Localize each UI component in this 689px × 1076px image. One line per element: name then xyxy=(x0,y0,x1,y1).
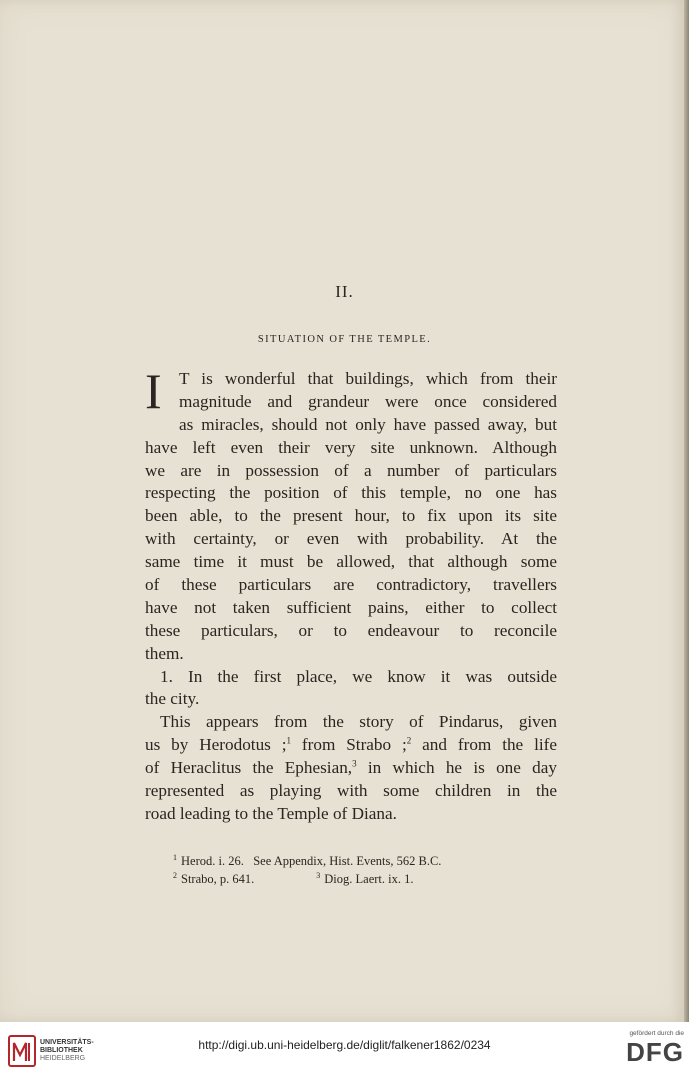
text-line: road leading to the Temple of Diana. xyxy=(145,803,397,823)
text-segment: from Strabo ; xyxy=(291,735,407,755)
text-line xyxy=(145,757,557,780)
footnote-2-3 xyxy=(173,870,553,888)
paragraph-3 xyxy=(145,711,557,825)
text-segment: us by Herodotus ; xyxy=(145,735,287,755)
paragraph-1 xyxy=(145,363,557,666)
text-segment: and from the life xyxy=(411,735,557,755)
text-line: respecting the position of this temple, no one has xyxy=(145,483,557,503)
text-line: magnitude and grandeur were once considered xyxy=(179,391,557,411)
text-line: with certainty, or even with probability. At the xyxy=(145,529,557,549)
footnote-number: 3 xyxy=(316,870,321,880)
funder-caption: gefördert durch die xyxy=(629,1030,684,1037)
library-line: HEIDELBERG xyxy=(40,1055,86,1062)
body-text xyxy=(145,363,557,826)
source-url[interactable]: http://digi.ub.uni-heidelberg.de/diglit/falkener1862/0234 xyxy=(198,1038,491,1052)
footnote-number: 1 xyxy=(173,852,177,862)
text-line: of these particulars are contradictory, travellers xyxy=(145,575,557,595)
text-line: T is wonderful that buildings, which from their xyxy=(179,369,557,388)
drop-cap: I xyxy=(145,363,162,419)
footnote-1 xyxy=(173,852,553,870)
text-line: represented as playing with some children in the xyxy=(145,781,557,801)
footnotes xyxy=(173,852,553,888)
text-line: we are in possession of a number of particulars xyxy=(145,460,557,480)
text-line: 1. In the first place, we know it was outside xyxy=(160,666,557,686)
funder-name: DFG xyxy=(626,1037,684,1067)
text-segment: in which he is one day xyxy=(356,758,557,778)
text-line: as miracles, should not only have passed away, but xyxy=(179,414,557,434)
text-line: them. xyxy=(145,643,184,663)
chapter-number: II. xyxy=(335,282,354,301)
text-segment: of Heraclitus the Ephesian, xyxy=(145,758,353,778)
paragraph-2 xyxy=(145,666,557,712)
footnote-number: 2 xyxy=(173,870,177,880)
footnote-ref: 3 xyxy=(352,758,357,769)
text-line xyxy=(145,734,557,757)
text-line: these particulars, or to endeavour to reconcile xyxy=(145,620,557,640)
text-line: the city. xyxy=(145,689,200,709)
footnote-text: Herod. i. 26. See Appendix, Hist. Events, 562 B.C. xyxy=(181,854,442,868)
footnote-ref: 1 xyxy=(286,735,292,746)
footnote-text: Strabo, p. 641. xyxy=(181,872,255,886)
text-line: have left even their very site unknown. Although xyxy=(145,437,557,457)
chapter-title: SITUATION OF THE TEMPLE. xyxy=(257,334,432,345)
text-line: been able, to the present hour, to fix upon its site xyxy=(145,506,557,526)
dfg-logo[interactable] xyxy=(608,1030,684,1074)
library-line: BIBLIOTHEK xyxy=(40,1047,83,1054)
library-line: UNIVERSITÄTS- xyxy=(40,1039,94,1046)
footnote-text: Diog. Laert. ix. 1. xyxy=(324,872,414,886)
page-edge xyxy=(684,0,689,1022)
text-line: have not taken sufficient pains, either to collect xyxy=(145,597,557,617)
text-line: This appears from the story of Pindarus, given xyxy=(160,712,557,732)
footnote-ref: 2 xyxy=(406,735,412,746)
text-line: same time it must be allowed, that although some xyxy=(145,552,557,572)
